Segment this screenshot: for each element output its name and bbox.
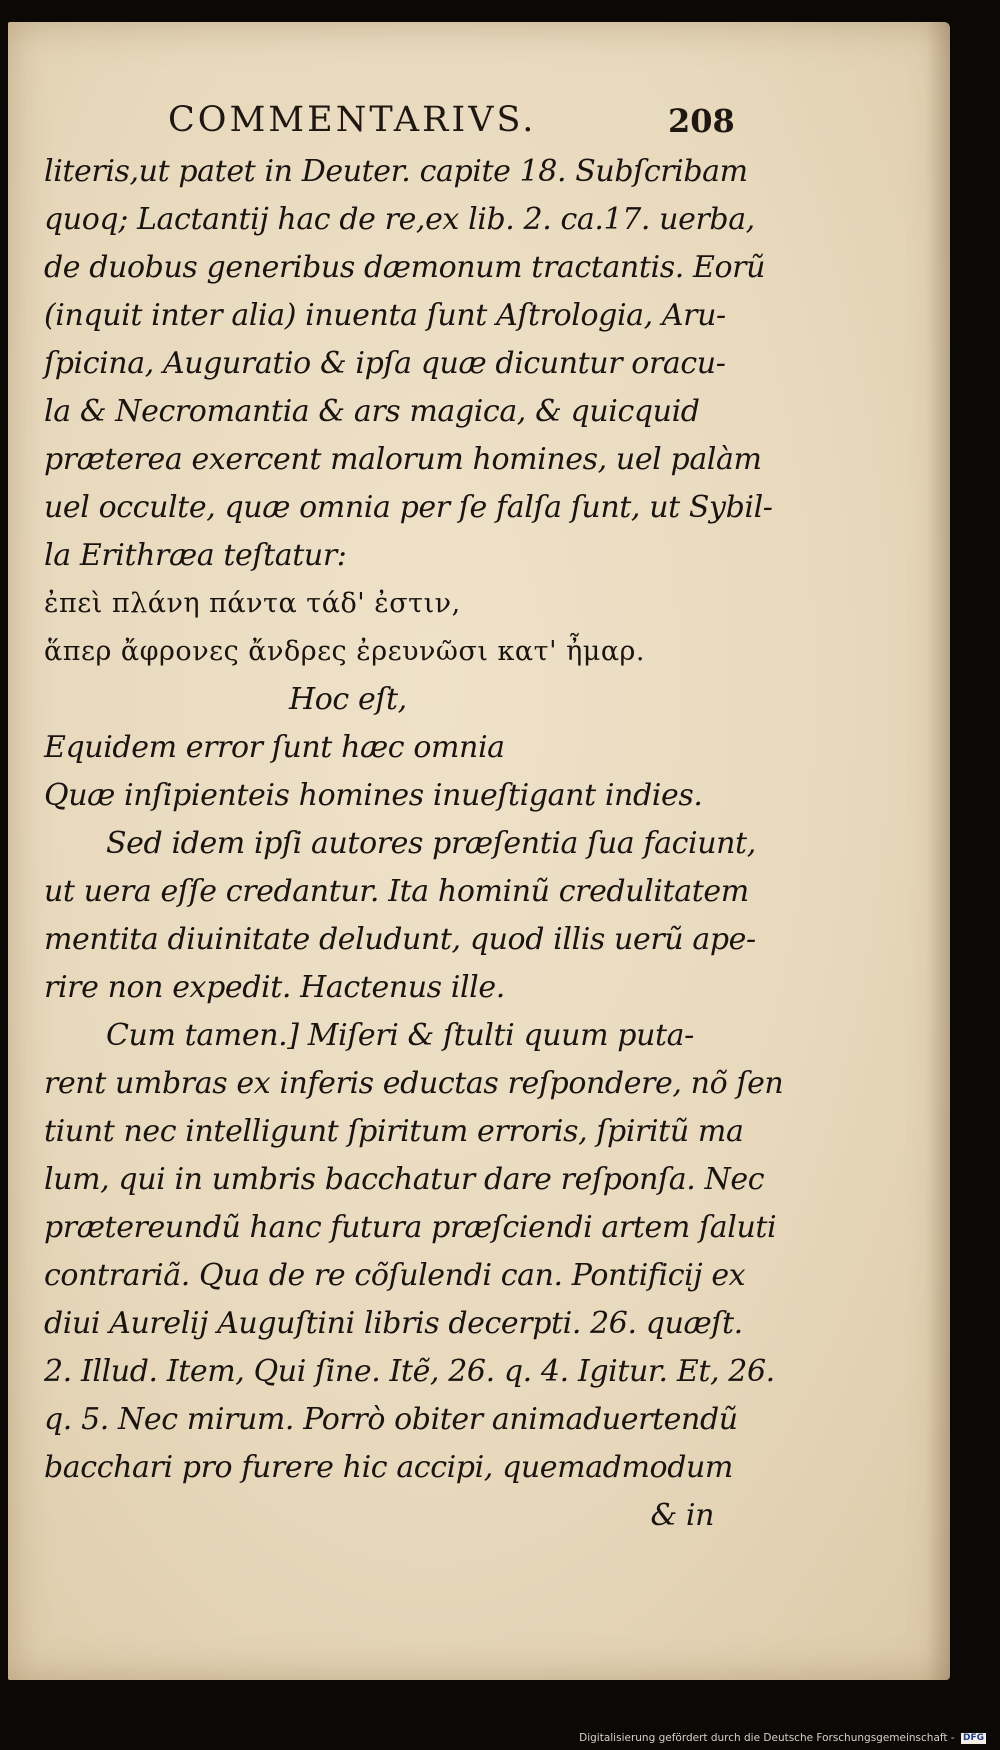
- credit-text: Digitalisierung gefördert durch die Deutsche Forschungsgemeinschaft -: [579, 1732, 955, 1744]
- text-line: tiunt nec intelligunt ſpiritum erroris, ſpiritũ ma: [44, 1114, 744, 1149]
- text-line: uel occulte, quæ omnia per ſe falſa ſunt, ut Sybil-: [44, 490, 773, 525]
- text-line: q. 5. Nec mirum. Porrò obiter animaduertendũ: [44, 1402, 738, 1437]
- text-line: Hoc eſt,: [289, 682, 407, 717]
- text-line: prætereundũ hanc futura præſciendi artem ſaluti: [44, 1210, 777, 1245]
- text-line: rent umbras ex inferis eductas reſpondere, nõ ſen: [44, 1066, 784, 1101]
- text-line: mentita diuinitate deludunt, quod illis uerũ ape-: [44, 922, 756, 957]
- text-line: ſpicina, Auguratio & ipſa quæ dicuntur oracu-: [44, 346, 726, 381]
- text-line: præterea exercent malorum homines, uel palàm: [44, 442, 762, 477]
- greek-verse-line: ἅπερ ἄφρονες ἄνδρες ἐρευνῶσι κατ' ἦμαρ.: [44, 636, 646, 667]
- dfg-logo: DFG: [962, 1732, 984, 1743]
- text-line: ut uera eſſe credantur. Ita hominũ credulitatem: [44, 874, 749, 909]
- book-page: [8, 22, 950, 1680]
- verse-translation-line: Quæ inſipienteis homines inueſtigant indies.: [44, 778, 703, 813]
- catchword: & in: [650, 1498, 714, 1533]
- text-line: (inquit inter alia) inuenta ſunt Aſtrologia, Aru-: [44, 298, 726, 333]
- page-edge-shadow: [926, 22, 950, 1680]
- text-line: bacchari pro furere hic accipi, quemadmodum: [44, 1450, 733, 1485]
- text-line: literis,ut patet in Deuter. capite 18. Subſcribam: [44, 154, 748, 189]
- lemma-line: Cum tamen.] Miſeri & ſtulti quum puta-: [106, 1018, 694, 1053]
- greek-verse-line: ἐπεὶ πλάνη πάντα τάδ' ἐστιν,: [44, 588, 461, 619]
- digitization-credit: [579, 1732, 986, 1744]
- verse-translation-line: Equidem error ſunt hæc omnia: [44, 730, 505, 765]
- text-line: rire non expedit. Hactenus ille.: [44, 970, 505, 1005]
- text-line: lum, qui in umbris bacchatur dare reſponſa. Nec: [44, 1162, 765, 1197]
- text-line: quoq; Lactantij hac de re,ex lib. 2. ca.17. uerba,: [44, 202, 755, 237]
- text-line: contrariã. Qua de re cõſulendi can. Pontificij ex: [44, 1258, 746, 1293]
- page-number: 208: [668, 102, 735, 140]
- text-line: de duobus generibus dæmonum tractantis. Eorũ: [44, 250, 765, 285]
- text-line: 2. Illud. Item, Qui ſine. Itẽ, 26. q. 4. Igitur. Et, 26.: [44, 1354, 775, 1389]
- running-title: COMMENTARIVS.: [168, 100, 537, 140]
- text-line: Sed idem ipſi autores præſentia ſua faciunt,: [106, 826, 756, 861]
- text-line: diui Aurelij Auguſtini libris decerpti. 26. quæſt.: [44, 1306, 743, 1341]
- text-line: la & Necromantia & ars magica, & quicquid: [44, 394, 700, 429]
- text-line: la Erithræa teſtatur:: [44, 538, 347, 573]
- commentary-text: [44, 148, 784, 1540]
